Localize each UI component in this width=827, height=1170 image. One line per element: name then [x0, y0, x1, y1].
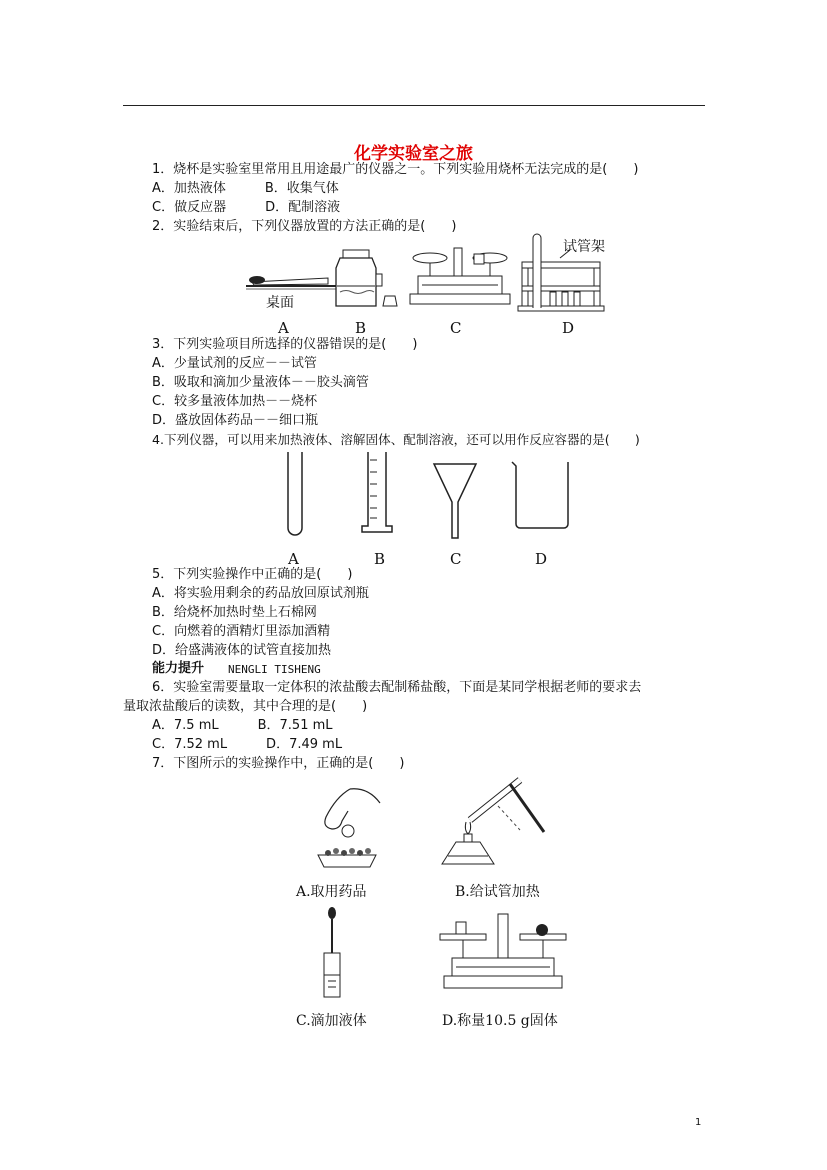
- q6-stem-line2: 量取浓盐酸后的读数，其中合理的是( ): [123, 699, 368, 714]
- q4-figure: [280, 448, 580, 548]
- q3-option-a: A．少量试剂的反应－－试管: [152, 356, 317, 371]
- q5-option-d: D．给盛满液体的试管直接加热: [152, 643, 332, 658]
- q2-fig-a-tube-on-desk: [246, 276, 336, 289]
- q7-caption-d: D.称量10.5 g固体: [442, 1013, 558, 1029]
- q3-option-b: B．吸取和滴加少量液体－－胶头滴管: [152, 375, 369, 390]
- section-pinyin: NENGLI TISHENG: [228, 663, 321, 676]
- q2-label-a: A: [278, 319, 289, 337]
- q6-options-ab: A．7.5 mL B．7.51 mL: [152, 718, 333, 733]
- q2-desk-label: 桌面: [266, 295, 294, 311]
- q5-option-a: A．将实验用剩余的药品放回原试剂瓶: [152, 586, 369, 601]
- q7-figure-b: [440, 770, 560, 880]
- q7-figure-c: [318, 905, 348, 1005]
- q7-caption-a: A.取用药品: [296, 884, 367, 900]
- q3-option-d: D．盛放固体药品－－细口瓶: [152, 413, 319, 428]
- q7-figure-d: [438, 900, 568, 1000]
- q4-label-d: D: [535, 550, 548, 568]
- q7-figure-a: [310, 785, 390, 875]
- q7-stem: 7．下图所示的实验操作中，正确的是( ): [152, 756, 405, 771]
- q5-stem: 5．下列实验操作中正确的是( ): [152, 567, 353, 582]
- page-title: 化学实验室之旅: [354, 144, 473, 164]
- q2-stem: 2．实验结束后，下列仪器放置的方法正确的是( ): [152, 219, 457, 234]
- q4-label-a: A: [288, 550, 299, 568]
- q4-fig-c-funnel: [434, 464, 476, 538]
- q2-fig-b-bottle: [336, 250, 397, 306]
- q2-label-d: D: [562, 319, 575, 337]
- section-heading: 能力提升: [152, 661, 205, 676]
- q2-label-c: C: [450, 319, 462, 337]
- q1-options-cd: C．做反应器 D．配制溶液: [152, 200, 341, 215]
- page-number: 1: [695, 1117, 702, 1128]
- q1-stem: 1．烧杯是实验室里常用且用途最广的仪器之一。下列实验用烧杯无法完成的是( ): [152, 162, 639, 177]
- q3-stem: 3．下列实验项目所选择的仪器错误的是( ): [152, 337, 418, 352]
- q3-option-c: C．较多量液体加热－－烧杯: [152, 394, 318, 409]
- q4-label-c: C: [450, 550, 462, 568]
- q4-fig-b-graduated-cylinder: [362, 452, 392, 532]
- q6-options-cd: C．7.52 mL D．7.49 mL: [152, 737, 343, 752]
- q5-option-b: B．给烧杯加热时垫上石棉网: [152, 605, 317, 620]
- q5-option-c: C．向燃着的酒精灯里添加酒精: [152, 624, 331, 639]
- q7-caption-c: C.滴加液体: [296, 1013, 367, 1029]
- q4-fig-a-test-tube: [288, 452, 302, 535]
- q1-options-ab: A．加热液体 B．收集气体: [152, 181, 339, 196]
- q7-caption-b: B.给试管加热: [455, 884, 540, 900]
- q2-rack-label: 试管架: [563, 239, 605, 255]
- q4-fig-d-beaker: [512, 462, 568, 528]
- q2-label-b: B: [355, 319, 367, 337]
- header-rule: [123, 105, 705, 106]
- q4-stem: 4.下列仪器，可以用来加热液体、溶解固体、配制溶液，还可以用作反应容器的是( ): [152, 432, 640, 447]
- q6-stem-line1: 6．实验室需要量取一定体积的浓盐酸去配制稀盐酸，下面是某同学根据老师的要求去: [152, 680, 642, 695]
- q2-fig-c-balance: [410, 248, 510, 304]
- q4-label-b: B: [374, 550, 386, 568]
